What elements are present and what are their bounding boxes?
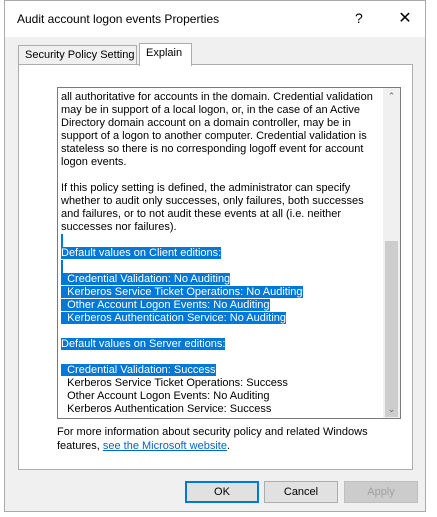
explain-line xyxy=(61,286,381,299)
explain-textbox[interactable] xyxy=(57,87,401,419)
explain-line-text: Other Account Logon Events: No Auditing xyxy=(61,390,270,402)
explain-line xyxy=(61,247,381,260)
explain-line-text: Kerberos Authentication Service: No Auditing xyxy=(61,312,287,324)
explain-line-text: may be in support of a local logon, or, in the case of an Active xyxy=(61,104,361,116)
apply-button[interactable]: Apply xyxy=(344,481,418,503)
scroll-down-arrow-icon[interactable]: ⌄ xyxy=(387,404,396,414)
explain-text xyxy=(61,91,381,416)
title-bar xyxy=(5,1,425,37)
explain-line-text: stateless so there is no corresponding logoff event for account xyxy=(61,143,364,155)
explain-line xyxy=(61,338,381,351)
explain-line-text: Credential Validation: No Auditing xyxy=(61,273,231,285)
explain-line xyxy=(61,104,381,117)
tab-security-policy-setting[interactable]: Security Policy Setting xyxy=(18,45,137,64)
explain-line-text: Directory domain account on a domain controller, may be in xyxy=(61,117,351,129)
explain-line-text: If this policy setting is defined, the administrator can specify xyxy=(61,182,351,194)
explain-line xyxy=(61,403,381,416)
explain-line-text: logon events. xyxy=(61,156,127,168)
explain-line-text: Kerberos Service Ticket Operations: No Auditing xyxy=(61,286,303,298)
explain-line xyxy=(61,208,381,221)
ok-button[interactable]: OK xyxy=(185,481,259,503)
explain-panel xyxy=(18,64,413,470)
explain-line-text: Kerberos Authentication Service: Success xyxy=(61,403,272,415)
explain-line-text: support of a logon to another computer. Credential validation is xyxy=(61,130,367,142)
explain-line-text xyxy=(61,260,63,273)
properties-dialog xyxy=(4,0,426,512)
explain-line xyxy=(61,312,381,325)
vertical-scrollbar[interactable] xyxy=(383,88,400,418)
explain-line xyxy=(61,351,381,364)
scroll-up-arrow-icon[interactable]: ⌃ xyxy=(387,91,396,101)
scroll-thumb[interactable] xyxy=(385,241,398,417)
explain-line xyxy=(61,260,381,273)
explain-line xyxy=(61,221,381,234)
explain-line-text: successes nor failures). xyxy=(61,221,177,233)
explain-line-text: Other Account Logon Events: No Auditing xyxy=(61,299,270,311)
microsoft-website-link[interactable]: see the Microsoft website xyxy=(102,440,227,452)
explain-line xyxy=(61,117,381,130)
explain-line xyxy=(61,325,381,338)
explain-line xyxy=(61,390,381,403)
explain-line-text: Default values on Client editions: xyxy=(61,247,222,259)
close-button[interactable]: ✕ xyxy=(398,10,412,27)
explain-line xyxy=(61,130,381,143)
explain-line-text: Kerberos Service Ticket Operations: Success xyxy=(61,377,288,389)
help-button[interactable]: ? xyxy=(355,10,363,26)
window-title: Audit account logon events Properties xyxy=(17,12,220,26)
more-info-suffix: . xyxy=(226,440,231,452)
explain-line xyxy=(61,377,381,390)
explain-line-text: all authoritative for accounts in the domain. Credential validation xyxy=(61,91,373,103)
more-info-label: For more information about security policy and related Windows features, xyxy=(57,426,368,452)
explain-line xyxy=(61,299,381,312)
explain-line xyxy=(61,91,381,104)
explain-line xyxy=(61,143,381,156)
cancel-button[interactable]: Cancel xyxy=(264,481,338,503)
explain-line-text: Default values on Server editions: xyxy=(61,338,226,350)
explain-line xyxy=(61,169,381,182)
explain-line xyxy=(61,182,381,195)
explain-line-text: Credential Validation: Success xyxy=(61,364,216,376)
more-info-text xyxy=(57,425,377,453)
explain-line xyxy=(61,273,381,286)
explain-line xyxy=(61,364,381,377)
explain-line-text: and failures, or to not audit these events at all (i.e. neither xyxy=(61,208,342,220)
explain-line-text xyxy=(61,234,63,247)
tab-explain[interactable]: Explain xyxy=(139,43,192,66)
explain-line xyxy=(61,195,381,208)
explain-line-text: whether to audit only successes, only failures, both successes xyxy=(61,195,364,207)
explain-line xyxy=(61,156,381,169)
explain-line xyxy=(61,234,381,247)
